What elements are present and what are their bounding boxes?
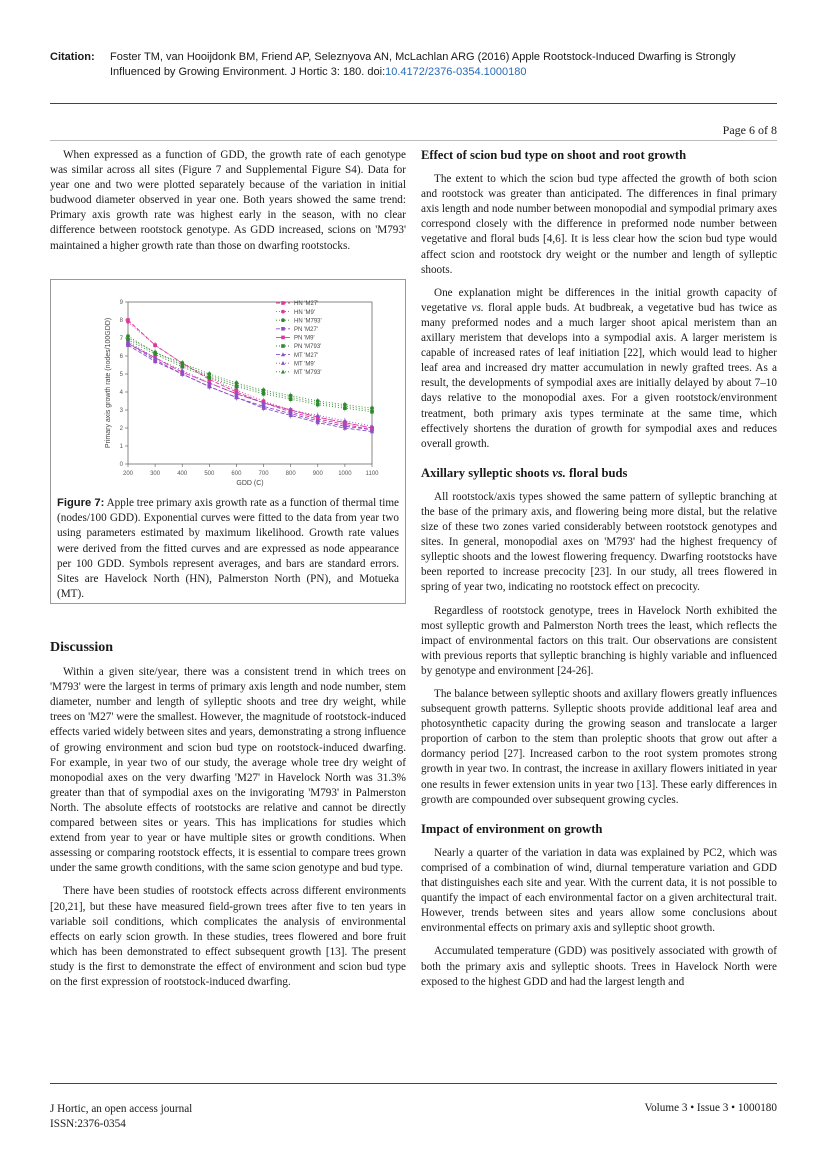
x-tick-label: 400	[177, 471, 188, 477]
left-column-top	[50, 148, 406, 262]
figure-caption-text: Apple tree primary axis growth rate as a function of thermal time (nodes/100 GDD). Exponential curves were fitted to the data from year two using parameters estimated by maximum likelihood. Growth rate values were derived from the fitted curves and are expressed as node appearance per 100 GDD. Symbols represent averages, and bars are standard errors. Sites are Havelock North (HN), Palmerston North (PN), and Motueka (MT).	[57, 497, 399, 601]
x-tick-label: 500	[204, 471, 215, 477]
section-heading: Effect of scion bud type on shoot and root growth	[421, 148, 687, 162]
legend-marker	[281, 310, 285, 314]
data-point	[343, 419, 347, 423]
paragraph: The extent to which the scion bud type affected the growth of both scion and rootstock was greater than anticipated. The differences in final primary axis length and node number between monopodial and sympodial primary axes correspond closely with the difference in preformed node number between vegetative and floral buds [4,6]. It is less clear how the scion bud type would affect scion and rootstock dry weight or the number and length of sylleptic shoots.	[421, 173, 777, 276]
footer-divider	[50, 1083, 777, 1084]
paragraph: When expressed as a function of GDD, the growth rate of each genotype was similar across all sites (Figure 7 and Supplemental Figure S4). Data for year one and two were plotted separately because of the variation in initial budwood diameter observed in year one. Both years showed the same trend: Primary axis growth rate was highest early in the season, with no clear difference between rootstock genotype. As GDD increased, scions on 'M793' maintained a higher growth rate than those on dwarfing rootstocks.	[50, 149, 406, 252]
y-tick-label: 9	[119, 300, 123, 306]
footer-volume: Volume 3 • Issue 3 • 1000180	[644, 1102, 777, 1114]
series-6	[126, 340, 374, 434]
paragraph: Regardless of rootstock genotype, trees in Havelock North exhibited the most sylleptic growth and Palmerston North trees the least, which reflects the impact of environmental factors on this trait. Our observations are consistent with previous reports that sylleptic branching is highly variable and influenced by genotype and environment [24-26].	[421, 604, 777, 677]
paragraph: All rootstock/axis types showed the same pattern of sylleptic branching at the base of the primary axis, and flowering being more distal, but the relative size of these two zones varied considerably between rootstock genotypes and sites. In general, monopodial axes on 'M793' had the highest frequency of sylleptic shoots and the lowest flowering frequency. Dwarfing rootstocks have been reported to increase precocity [23]. In our study, all trees flowered in spring of year two, indicating no rootstock effect on precocity.	[421, 490, 777, 594]
legend-label: MT 'M27'	[294, 352, 319, 359]
series-5	[126, 337, 374, 415]
x-tick-label: 300	[150, 471, 161, 477]
figure-caption-label: Figure 7:	[57, 497, 105, 509]
legend-label: PN 'M9'	[294, 335, 315, 342]
page-number: Page 6 of 8	[722, 123, 777, 137]
x-tick-label: 800	[285, 471, 296, 477]
chart-legend	[276, 301, 322, 376]
y-tick-label: 4	[119, 390, 123, 396]
footer-issn: ISSN:2376-0354	[50, 1118, 126, 1130]
y-tick-label: 2	[119, 426, 123, 432]
x-tick-label: 600	[231, 471, 242, 477]
y-tick-label: 5	[119, 372, 123, 378]
x-tick-label: 1100	[365, 471, 379, 477]
figure-7-chart	[50, 288, 406, 488]
x-axis-label: GDD (C)	[236, 480, 264, 487]
right-column	[421, 148, 777, 998]
doi-link[interactable]: 10.4172/2376-0354.1000180	[385, 66, 527, 78]
discussion-heading: Discussion	[50, 640, 114, 655]
data-point	[126, 320, 130, 324]
series-line	[128, 343, 372, 428]
legend-label: HN 'M793'	[294, 318, 322, 325]
text-italic: vs.	[471, 301, 484, 314]
legend-marker	[281, 344, 285, 348]
x-tick-label: 700	[258, 471, 269, 477]
citation-text: Foster TM, van Hooijdonk BM, Friend AP, Seleznyova AN, McLachlan ARG (2016) Apple Rootstock-Induced Dwarfing is Strongly Influenced by Growing Environment. J Hortic 3: 180. doi:	[110, 51, 736, 78]
series-line	[128, 345, 372, 430]
footer-left	[50, 1102, 192, 1132]
data-point	[316, 413, 320, 417]
section-heading	[421, 466, 777, 481]
citation-label: Citation:	[50, 51, 95, 63]
text-italic: vs.	[552, 465, 566, 480]
y-tick-label: 1	[119, 444, 123, 450]
y-tick-label: 6	[119, 354, 123, 360]
paragraph: Accumulated temperature (GDD) was positively associated with growth of both the primary axis and sylleptic shoots. Trees in Havelock North were exposed to the highest GDD and had the largest length and	[421, 945, 777, 988]
section-heading: Impact of environment on growth	[421, 821, 603, 836]
series-4	[126, 340, 374, 431]
legend-label: MT 'M793'	[294, 370, 322, 376]
footer-journal: J Hortic, an open access journal	[50, 1103, 193, 1115]
y-tick-label: 0	[119, 462, 123, 468]
legend-label: PN 'M793'	[294, 344, 322, 351]
legend-marker	[281, 370, 285, 374]
text-span: floral apple buds. At budbreak, a vegetative bud has twice as many preformed nodes and a much larger shoot apical meristem than an axillary meristem that develops into a sympodial axis. A larger meristem is capable of increased rates of leaf initiation [22], which would lead to higher leaf area and increased dry matter accumulation in newly grafted trees. As a result, the developments of sympodial axes are initially delayed by about 7–10 days relative to the monopodial axes. For a given rootstock/environment treatment, both primary axis types terminate at the same time, which effectively shortens the duration of growth for sympodial axes and reduces overall growth.	[421, 301, 777, 450]
legend-marker	[281, 336, 285, 340]
top-rule	[50, 140, 777, 141]
data-point	[153, 343, 157, 347]
series-0	[126, 317, 374, 433]
chart-plot	[126, 317, 374, 435]
x-tick-label: 900	[312, 471, 323, 477]
legend-label: HN 'M9'	[294, 309, 315, 316]
text-span: Axillary sylleptic shoots	[421, 465, 553, 480]
y-tick-label: 7	[119, 336, 123, 342]
legend-marker	[281, 301, 285, 305]
x-tick-label: 200	[122, 471, 134, 477]
legend-marker	[281, 318, 285, 322]
series-7	[126, 339, 374, 430]
legend-label: HN 'M27'	[294, 301, 319, 308]
series-line	[128, 320, 372, 430]
series-line	[128, 342, 372, 427]
legend-label: MT 'M9'	[294, 361, 315, 368]
series-2	[126, 333, 374, 411]
chart-axes	[105, 300, 379, 487]
y-axis-label: Primary axis growth rate (nodes/100GDD)	[105, 317, 112, 449]
series-8	[126, 335, 374, 413]
series-line	[128, 322, 372, 428]
citation	[50, 50, 780, 80]
paragraph: The balance between sylleptic shoots and axillary flowers greatly influences subsequent growth patterns. Sylleptic shoots provide additional leaf area and photosynthetic capacity during the growing season and translocate a larger proportion of carbon to the stem than proleptic shoots that grow out after a dormancy period [27]. Increased carbon to the root system promotes strong growth in year two. In contrast, the increase in axillary flowers initiated in year one results in fewer extension units in year two [13]. These early differences in growth are compounded over subsequent growing cycles.	[421, 688, 777, 806]
x-tick-label: 1000	[338, 471, 352, 477]
y-tick-label: 3	[119, 408, 123, 414]
series-1	[126, 319, 374, 431]
series-line	[128, 343, 372, 431]
paragraph: Within a given site/year, there was a consistent trend in which trees on 'M793' were the largest in terms of primary axis length and node number, stem diameter, number and length of sylleptic shoots and tree dry weight, while trees on 'M27' were the smallest. However, the magnitude of rootstock-induced effects varied widely between sites and years, demonstrating a strong influence of growing environment and scion bud type on rootstock-induced dwarfing. For example, in year two of our study, the average whole tree dry weight of monopodial axes on the very dwarfing 'M27' in Havelock North was 31.3% greater than that of sympodial axes on the invigorating 'M793' in Palmerston North. The absolute effects of rootstocks are relative and cannot be directly compared between sites or years. This has implications for studies which extend from year to year or have multiple sites or growth conditions. When assessing or comparing rootstock effects, it is essential to compare trees grown under the same growth conditions, with the same scion genotype and bud type.	[50, 666, 406, 875]
legend-label: PN 'M27'	[294, 327, 318, 333]
paragraph: There have been studies of rootstock effects across different environments [20,21], but these have measured field-grown trees after five to ten years in variable soil conditions, which complicates the analysis of environmental effects on early scion growth. In these studies, trees flowered and bore fruit which has been demonstrated to effect subsequent growth [13]. The present study is the first to demonstrate the effect of environment and scion bud type on the first expression of rootstock-induced dwarfing.	[50, 885, 406, 988]
figure-7-caption	[57, 496, 399, 602]
paragraph: Nearly a quarter of the variation in data was explained by PC2, which was comprised of a combination of wind, diurnal temperature variation and GDD that distinguishes each site and year. With the current data, it is not possible to quantify the impact of each environmental factor on a given architectural trait. However, trends between sites and years allow some conclusions about environmental effects on primary axis and sylleptic shoot growth.	[421, 846, 777, 935]
plot-frame	[128, 302, 372, 464]
series-line	[128, 335, 372, 410]
header-divider	[50, 103, 777, 104]
series-line	[128, 340, 372, 412]
text-span: One explanation might be differences in the initial growth capacity of vegetative	[421, 286, 777, 314]
y-tick-label: 8	[119, 318, 123, 324]
legend-marker	[281, 327, 285, 331]
paragraph	[421, 286, 777, 452]
left-column-bottom	[50, 640, 406, 998]
text-span: floral buds	[565, 465, 628, 480]
legend-marker	[281, 361, 285, 365]
